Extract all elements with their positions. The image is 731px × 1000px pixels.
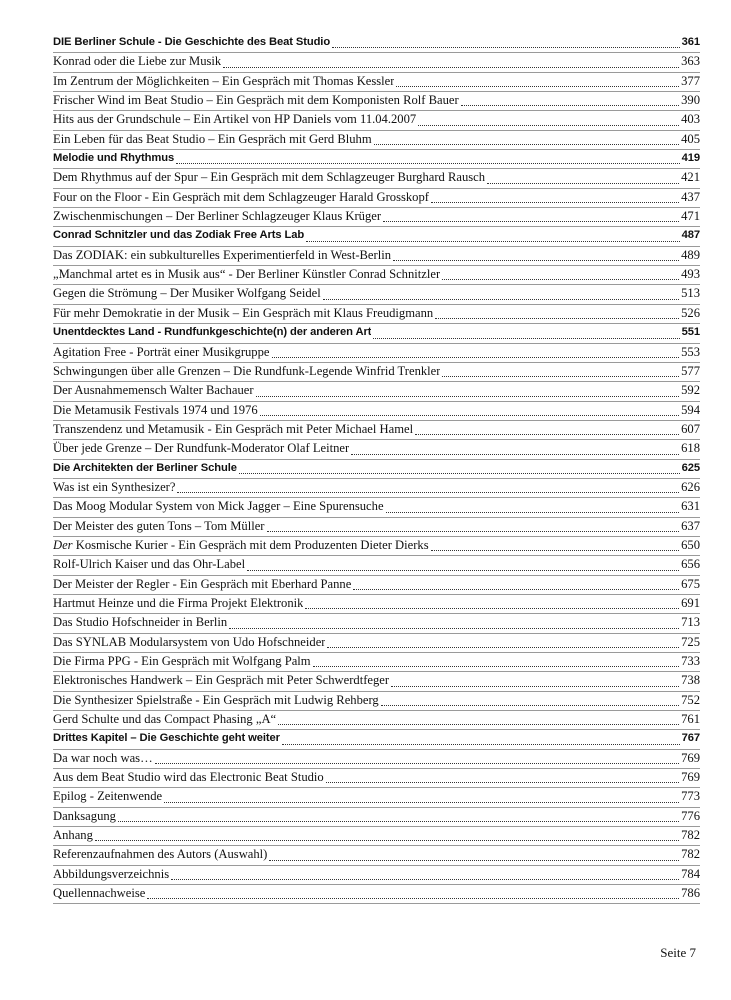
toc-entry xyxy=(53,363,700,382)
page-number-footer: Seite 7 xyxy=(660,945,696,960)
toc-entry-page-number: 637 xyxy=(681,518,700,533)
toc-entry xyxy=(53,402,700,421)
dot-leader xyxy=(381,705,679,706)
toc-entry-page-number: 437 xyxy=(681,189,700,204)
dot-leader xyxy=(396,86,679,87)
toc-chapter-entry xyxy=(53,730,700,749)
toc-entry xyxy=(53,750,700,769)
toc-entry-title xyxy=(53,323,371,342)
toc-entry xyxy=(53,266,700,285)
toc-entry-page-number: 782 xyxy=(681,828,700,843)
toc-entry-page-number: 390 xyxy=(681,93,700,108)
toc-entry-page-number: 551 xyxy=(681,326,700,339)
toc-entry-title xyxy=(53,401,258,420)
toc-entry-title xyxy=(53,826,93,845)
toc-entry-title-text: Aus dem Beat Studio wird das Electronic Beat Studio xyxy=(53,770,324,785)
toc-entry-title xyxy=(53,710,276,729)
toc-entry-title-text: Anhang xyxy=(53,828,93,843)
toc-entry xyxy=(53,866,700,885)
toc-entry-title xyxy=(53,594,303,613)
toc-entry xyxy=(53,73,700,92)
toc-entry-title xyxy=(53,33,330,52)
dot-leader xyxy=(269,860,679,861)
dot-leader xyxy=(418,125,679,126)
toc-entry-page-number: 713 xyxy=(681,615,700,630)
toc-entry-title-text: Unentdecktes Land - Rundfunkgeschichte(n) der anderen Art xyxy=(53,326,372,339)
toc-entry-title-text: Agitation Free - Porträt einer Musikgruppe xyxy=(53,344,270,359)
toc-entry-title xyxy=(53,207,381,226)
toc-entry-title xyxy=(53,168,485,187)
toc-entry-title-text: Transzendenz und Metamusik - Ein Gespräch mit Peter Michael Hamel xyxy=(53,421,414,436)
dot-leader xyxy=(461,105,679,106)
toc-entry-title xyxy=(53,575,351,594)
dot-leader xyxy=(278,724,679,725)
toc-entry-title xyxy=(53,72,394,91)
toc-entry xyxy=(53,518,700,537)
dot-leader xyxy=(353,589,679,590)
dot-leader xyxy=(351,454,679,455)
toc-entry-title xyxy=(53,459,237,478)
dot-leader xyxy=(267,531,680,532)
toc-entry-title xyxy=(53,555,245,574)
toc-entry-title-text: Das Moog Modular System von Mick Jagger – Eine Spurensuche xyxy=(53,499,384,514)
toc-entry-title xyxy=(53,536,429,555)
toc-entry-title xyxy=(53,130,372,149)
toc-entry-title-text: Die Firma PPG - Ein Gespräch mit Wolfgang Palm xyxy=(53,654,311,668)
toc-entry-title xyxy=(53,110,416,129)
toc-entry-page-number: 377 xyxy=(681,73,700,88)
dot-leader xyxy=(118,821,679,822)
toc-entry-title-text: Da war noch was… xyxy=(53,750,153,765)
toc-entry-title-text: Über jede Grenze – Der Rundfunk-Moderator Olaf Leitner xyxy=(53,441,350,456)
toc-entry-title xyxy=(53,149,174,168)
toc-entry-page-number: 553 xyxy=(681,344,700,359)
toc-entry-title-text: Zwischenmischungen – Der Berliner Schlagzeuger Klaus Krüger xyxy=(53,209,382,224)
toc-entry-title xyxy=(53,729,280,748)
dot-leader xyxy=(442,376,679,377)
dot-leader xyxy=(272,357,680,358)
dot-leader xyxy=(327,647,679,648)
toc-entry-title-text: Schwingungen über alle Grenzen – Die Rundfunk-Legende Winfrid Trenkler xyxy=(53,363,441,378)
toc-entry xyxy=(53,576,700,595)
dot-leader xyxy=(282,744,680,745)
toc-entry-page-number: 738 xyxy=(681,673,700,688)
toc-entry-title xyxy=(53,91,459,110)
dot-leader xyxy=(435,318,679,319)
toc-entry-title xyxy=(53,807,116,826)
dot-leader xyxy=(323,299,679,300)
dot-leader xyxy=(305,608,679,609)
toc-entry-title-text: Die Synthesizer Spielstraße - Ein Gespräch mit Ludwig Rehberg xyxy=(53,692,379,707)
dot-leader xyxy=(155,763,679,764)
toc-entry-page-number: 493 xyxy=(681,267,700,282)
toc-entry-page-number: 773 xyxy=(681,789,700,804)
toc-chapter-entry xyxy=(53,227,700,246)
toc-entry-title xyxy=(53,787,162,806)
toc-entry xyxy=(53,92,700,111)
toc-entry xyxy=(53,111,700,130)
toc-entry xyxy=(53,421,700,440)
toc-entry-title-text: Hits aus der Grundschule – Ein Artikel von HP Daniels vom 11.04.2007 xyxy=(53,112,417,127)
dot-leader xyxy=(177,492,679,493)
toc-entry xyxy=(53,808,700,827)
toc-entry-page-number: 786 xyxy=(681,886,700,901)
toc-entry-page-number: 725 xyxy=(681,634,700,649)
toc-entry xyxy=(53,885,700,904)
dot-leader xyxy=(386,512,680,513)
toc-entry-page-number: 733 xyxy=(681,654,700,668)
toc-entry-page-number: 782 xyxy=(681,847,700,862)
toc-entry-title xyxy=(53,865,169,884)
toc-entry-title-text: Dem Rhythmus auf der Spur – Ein Gespräch mit dem Schlagzeuger Burghard Rausch xyxy=(53,170,486,185)
toc-entry-title-text: Hartmut Heinze und die Firma Projekt Elektronik xyxy=(53,595,304,610)
toc-entry-title xyxy=(53,671,389,690)
toc-entry-title-text: „Manchmal artet es in Musik aus“ - Der Berliner Künstler Conrad Schnitzler xyxy=(53,267,441,282)
toc-entry-page-number: 691 xyxy=(681,595,700,610)
toc-entry-page-number: 363 xyxy=(681,54,700,69)
toc-entry-page-number: 405 xyxy=(681,131,700,146)
toc-entry xyxy=(53,208,700,227)
toc-entry-title-text: Im Zentrum der Möglichkeiten – Ein Gespräch mit Thomas Kessler xyxy=(53,73,395,88)
dot-leader xyxy=(326,782,679,783)
toc-entry xyxy=(53,614,700,633)
toc-entry-title-text: Melodie und Rhythmus xyxy=(53,152,175,165)
toc-entry-page-number: 419 xyxy=(681,152,700,165)
dot-leader xyxy=(306,241,680,242)
toc-entry-title xyxy=(53,478,175,497)
dot-leader xyxy=(313,666,680,667)
toc-entry-page-number: 769 xyxy=(681,770,700,785)
toc-entry-title-text: Gerd Schulte und das Compact Phasing „A“ xyxy=(53,712,277,727)
toc-entry-title xyxy=(53,633,325,652)
toc-entry-page-number: 607 xyxy=(681,421,700,436)
toc-entry xyxy=(53,711,700,730)
toc-entry-title xyxy=(53,613,227,632)
toc-entry xyxy=(53,285,700,304)
toc-entry-title xyxy=(53,226,304,245)
toc-entry-page-number: 752 xyxy=(681,692,700,707)
toc-entry-title-text: Drittes Kapitel – Die Geschichte geht weiter xyxy=(53,732,280,745)
toc-entry-page-number: 675 xyxy=(681,576,700,591)
toc-entry-page-number: 513 xyxy=(681,286,700,301)
toc-entry-page-number: 631 xyxy=(681,499,700,514)
toc-entry-title xyxy=(53,420,413,439)
toc-entry-title xyxy=(53,652,311,671)
toc-chapter-entry xyxy=(53,460,700,479)
toc-entry-title-text: Gegen die Strömung – Der Musiker Wolfgang Seidel xyxy=(53,286,321,301)
dot-leader xyxy=(442,279,679,280)
toc-entry xyxy=(53,634,700,653)
dot-leader xyxy=(171,879,679,880)
toc-entry-page-number: 767 xyxy=(681,732,700,745)
dot-leader xyxy=(374,144,679,145)
toc-entry-title xyxy=(53,845,267,864)
dot-leader xyxy=(383,221,679,222)
toc-entry xyxy=(53,692,700,711)
toc-entry-title-text: Rolf-Ulrich Kaiser und das Ohr-Label xyxy=(53,557,246,572)
toc-entry xyxy=(53,672,700,691)
toc-entry xyxy=(53,537,700,556)
toc-entry-title xyxy=(53,768,324,787)
toc-entry xyxy=(53,595,700,614)
toc-entry-page-number: 769 xyxy=(681,750,700,765)
toc-entry-page-number: 594 xyxy=(681,402,700,417)
toc-entry-title-text: DIE Berliner Schule - Die Geschichte des Beat Studio xyxy=(53,36,331,48)
toc-entry-title-text: Quellennachweise xyxy=(53,886,146,901)
toc-entry-page-number: 403 xyxy=(681,112,700,127)
dot-leader xyxy=(415,434,679,435)
toc-entry-page-number: 784 xyxy=(681,866,700,881)
toc-entry-title-text: Danksagung xyxy=(53,808,116,823)
dot-leader xyxy=(239,473,680,474)
toc-entry xyxy=(53,169,700,188)
toc-entry-title-text: Der Meister des guten Tons – Tom Müller xyxy=(53,518,265,533)
toc-entry-title xyxy=(53,362,440,381)
toc-entry-page-number: 776 xyxy=(681,808,700,823)
toc-entry-title-text: Epilog - Zeitenwende xyxy=(53,789,163,804)
toc-entry-title-italic: Der xyxy=(53,537,73,552)
toc-entry xyxy=(53,382,700,401)
toc-entry-page-number: 625 xyxy=(681,461,700,474)
toc-entry-title xyxy=(53,52,221,71)
toc-entry-page-number: 361 xyxy=(681,36,700,48)
dot-leader xyxy=(431,202,679,203)
toc-entry-page-number: 471 xyxy=(681,209,700,224)
toc-entry xyxy=(53,498,700,517)
toc-entry-title xyxy=(53,284,321,303)
dot-leader xyxy=(147,898,679,899)
toc-entry-title xyxy=(53,691,379,710)
toc-entry-title-text: Das Studio Hofschneider in Berlin xyxy=(53,615,228,630)
dot-leader xyxy=(332,47,680,48)
toc-entry-page-number: 761 xyxy=(681,712,700,727)
dot-leader xyxy=(95,840,679,841)
toc-entry-title-text: Ein Leben für das Beat Studio – Ein Gespräch mit Gerd Bluhm xyxy=(53,131,372,146)
toc-entry-page-number: 592 xyxy=(681,383,700,398)
dot-leader xyxy=(229,628,679,629)
toc-entry-title-text: Die Metamusik Festivals 1974 und 1976 xyxy=(53,402,258,417)
toc-entry-title xyxy=(53,439,349,458)
toc-entry-page-number: 421 xyxy=(681,170,700,185)
toc-entry-title-text: Konrad oder die Liebe zur Musik xyxy=(53,54,222,69)
toc-entry xyxy=(53,846,700,865)
toc-entry-title xyxy=(53,343,270,362)
toc-entry xyxy=(53,440,700,459)
dot-leader xyxy=(487,183,679,184)
toc-entry-title xyxy=(53,188,429,207)
toc-entry-title-text: Elektronisches Handwerk – Ein Gespräch mit Peter Schwerdtfeger xyxy=(53,673,390,688)
toc-entry-title xyxy=(53,749,153,768)
toc-chapter-entry xyxy=(53,150,700,169)
toc-entry-page-number: 489 xyxy=(681,247,700,262)
toc-entry xyxy=(53,769,700,788)
toc-entry-title xyxy=(53,517,265,536)
toc-entry-title xyxy=(53,381,254,400)
toc-entry-title xyxy=(53,497,384,516)
dot-leader xyxy=(393,260,679,261)
dot-leader xyxy=(247,570,679,571)
toc-entry xyxy=(53,827,700,846)
toc-chapter-entry xyxy=(53,34,700,53)
dot-leader xyxy=(391,686,679,687)
toc-entry-title-text: Conrad Schnitzler und das Zodiak Free Arts Lab xyxy=(53,229,305,242)
dot-leader xyxy=(164,802,679,803)
toc-entry-title-text: Was ist ein Synthesizer? xyxy=(53,479,176,494)
toc-entry-page-number: 526 xyxy=(681,305,700,320)
toc-entry xyxy=(53,653,700,672)
toc-entry-title-text: Referenzaufnahmen des Autors (Auswahl) xyxy=(53,847,268,862)
toc-entry-title-text: Four on the Floor - Ein Gespräch mit dem Schlagzeuger Harald Grosskopf xyxy=(53,189,429,204)
toc-entry-page-number: 656 xyxy=(681,557,700,572)
toc-entry xyxy=(53,556,700,575)
toc-entry-title xyxy=(53,304,433,323)
toc-entry xyxy=(53,53,700,72)
toc-entry-title-text: Abbildungsverzeichnis xyxy=(53,866,170,881)
toc-entry-title xyxy=(53,246,391,265)
toc-entry xyxy=(53,479,700,498)
dot-leader xyxy=(176,163,680,164)
dot-leader xyxy=(223,67,679,68)
toc-entry-page-number: 487 xyxy=(681,229,700,242)
toc-entry-title-text: Das ZODIAK: ein subkulturelles Experimentierfeld in West-Berlin xyxy=(53,247,392,262)
toc-entry-title-text: Kosmische Kurier - Ein Gespräch mit dem Produzenten Dieter Dierks xyxy=(72,537,429,552)
toc-entry-page-number: 650 xyxy=(681,537,700,552)
toc-entry-title-text: Die Architekten der Berliner Schule xyxy=(53,461,237,474)
toc-entry-page-number: 618 xyxy=(681,441,700,456)
toc-entry xyxy=(53,247,700,266)
dot-leader xyxy=(260,415,679,416)
dot-leader xyxy=(431,550,679,551)
toc-entry-title-text: Der Ausnahmemensch Walter Bachauer xyxy=(53,383,254,398)
toc-entry-page-number: 577 xyxy=(681,363,700,378)
toc-entry-title xyxy=(53,884,145,903)
dot-leader xyxy=(256,396,680,397)
dot-leader xyxy=(373,338,679,339)
toc-entry-title-text: Frischer Wind im Beat Studio – Ein Gespräch mit dem Komponisten Rolf Bauer xyxy=(53,93,459,108)
toc-entry xyxy=(53,788,700,807)
toc-entry xyxy=(53,344,700,363)
toc-entry xyxy=(53,189,700,208)
toc-entry-title-text: Für mehr Demokratie in der Musik – Ein Gespräch mit Klaus Freudigmann xyxy=(53,305,434,320)
table-of-contents xyxy=(53,34,700,904)
toc-entry-title xyxy=(53,265,440,284)
toc-entry xyxy=(53,131,700,150)
toc-chapter-entry xyxy=(53,324,700,343)
toc-entry-title-text: Der Meister der Regler - Ein Gespräch mit Eberhard Panne xyxy=(53,576,352,591)
toc-entry-title-text: Das SYNLAB Modularsystem von Udo Hofschneider xyxy=(53,634,326,649)
toc-entry xyxy=(53,305,700,324)
toc-entry-page-number: 626 xyxy=(681,479,700,494)
